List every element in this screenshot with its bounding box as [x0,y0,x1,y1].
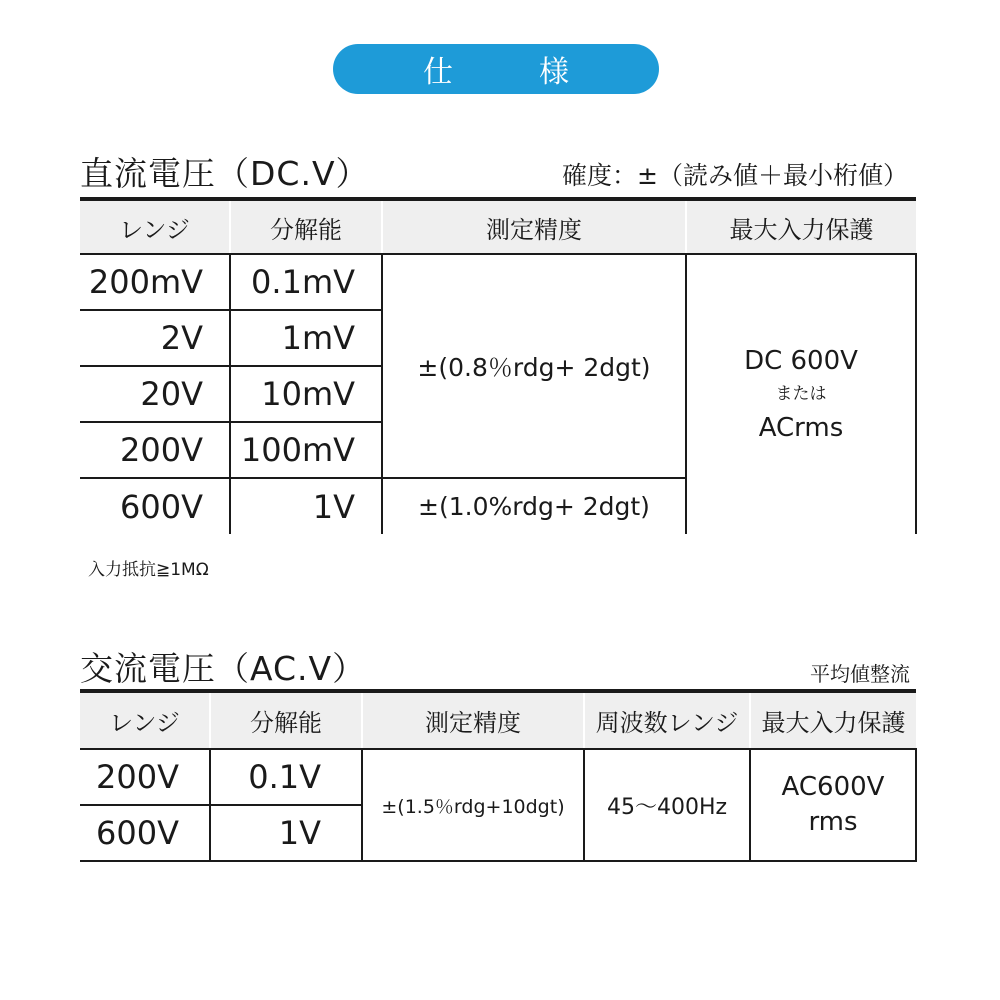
dc-protection-line: ACrms [758,412,844,443]
dc-resolution-cell: 1V [230,478,382,534]
dc-header-accuracy: 測定精度 [382,199,686,254]
ac-section-title: 交流電圧（AC.V） [80,649,367,688]
dc-protection-cell [686,254,916,534]
input-resistance-note: 入力抵抗≧1MΩ [88,560,209,580]
dc-resolution-cell: 10mV [230,366,382,422]
dc-protection-line: DC 600V [744,346,858,377]
dc-range-cell: 200mV [80,254,230,310]
ac-header-row [80,691,916,749]
table-row [80,254,916,310]
dc-header-protection: 最大入力保護 [686,199,916,254]
ac-header-protection: 最大入力保護 [750,691,916,749]
ac-header-resolution: 分解能 [210,691,362,749]
dc-header-range: レンジ [80,199,230,254]
ac-protection-line: AC600V [781,771,885,802]
dc-accuracy-cell: ±(0.8％rdg+ 2dgt) [382,254,686,478]
dc-protection-line: または [775,384,827,405]
table-row [80,749,916,805]
ac-accuracy-cell: ±(1.5％rdg+10dgt) [362,749,584,861]
ac-range-cell: 600V [80,805,210,861]
dc-section-title: 直流電圧（DC.V） [80,154,370,193]
ac-voltage-table [80,689,917,862]
ac-frequency-cell: 45～400Hz [584,749,750,861]
dc-range-cell: 2V [80,310,230,366]
dc-range-cell: 20V [80,366,230,422]
dc-resolution-cell: 0.1mV [230,254,382,310]
ac-protection-cell [750,749,916,861]
dc-header-row [80,199,916,254]
dc-accuracy-600v-cell: ±(1.0%rdg+ 2dgt) [382,478,686,534]
ac-resolution-cell: 1V [210,805,362,861]
dc-resolution-cell: 100mV [230,422,382,478]
ac-range-cell: 200V [80,749,210,805]
dc-resolution-cell: 1mV [230,310,382,366]
dc-accuracy-note: 確度：±（読み値＋最小桁値） [562,161,908,190]
ac-header-frequency: 周波数レンジ [584,691,750,749]
dc-range-cell: 200V [80,422,230,478]
dc-header-resolution: 分解能 [230,199,382,254]
ac-resolution-cell: 0.1V [210,749,362,805]
ac-protection-line: rms [808,807,858,837]
ac-rectification-note: 平均値整流 [810,662,910,686]
dc-range-cell: 600V [80,478,230,534]
spec-title-pill: 仕 様 [333,44,659,94]
dc-voltage-table [80,197,917,534]
ac-header-accuracy: 測定精度 [362,691,584,749]
ac-header-range: レンジ [80,691,210,749]
